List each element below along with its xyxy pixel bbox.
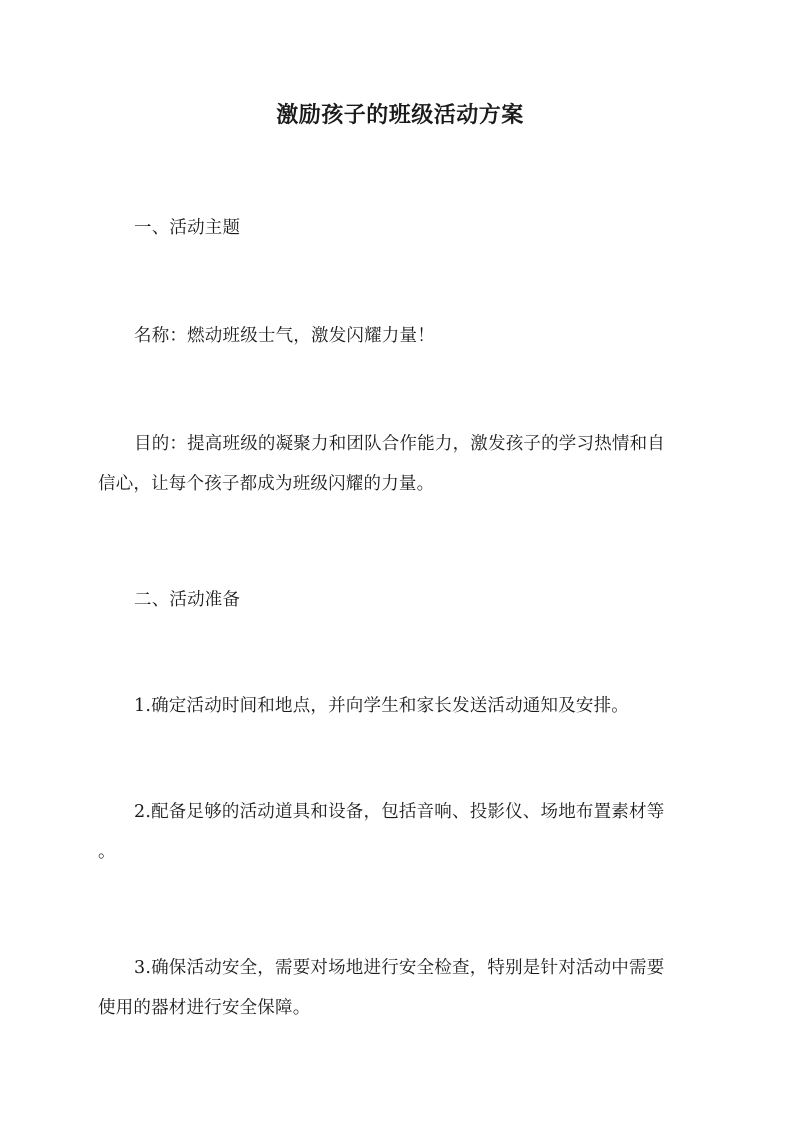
section-heading-theme	[98, 208, 702, 248]
paragraph-line: 使用的器材进行安全保障。	[98, 998, 311, 1018]
list-item-1	[98, 686, 702, 726]
paragraph-line: 二、活动准备	[134, 590, 241, 610]
paragraph-line: 。	[98, 842, 116, 862]
paragraph-line: 名称：燃动班级士气，激发闪耀力量！	[134, 326, 435, 346]
section-heading-preparation	[98, 580, 702, 620]
list-item-3	[98, 948, 702, 1028]
paragraph-line: 一、活动主题	[134, 218, 241, 238]
paragraph-line: 信心，让每个孩子都成为班级闪耀的力量。	[98, 474, 435, 494]
paragraph-line: 3.确保活动安全，需要对场地进行安全检查，特别是针对活动中需要	[134, 958, 665, 978]
paragraph-purpose	[98, 424, 702, 504]
document-title: 激励孩子的班级活动方案	[276, 102, 524, 128]
list-item-2	[98, 792, 702, 872]
paragraph-line: 目的：提高班级的凝聚力和团队合作能力，激发孩子的学习热情和自	[134, 434, 665, 454]
paragraph-line: 2.配备足够的活动道具和设备，包括音响、投影仪、场地布置素材等	[134, 802, 665, 822]
paragraph-name	[98, 316, 702, 356]
paragraph-line: 1.确定活动时间和地点，并向学生和家长发送活动通知及安排。	[134, 696, 629, 716]
